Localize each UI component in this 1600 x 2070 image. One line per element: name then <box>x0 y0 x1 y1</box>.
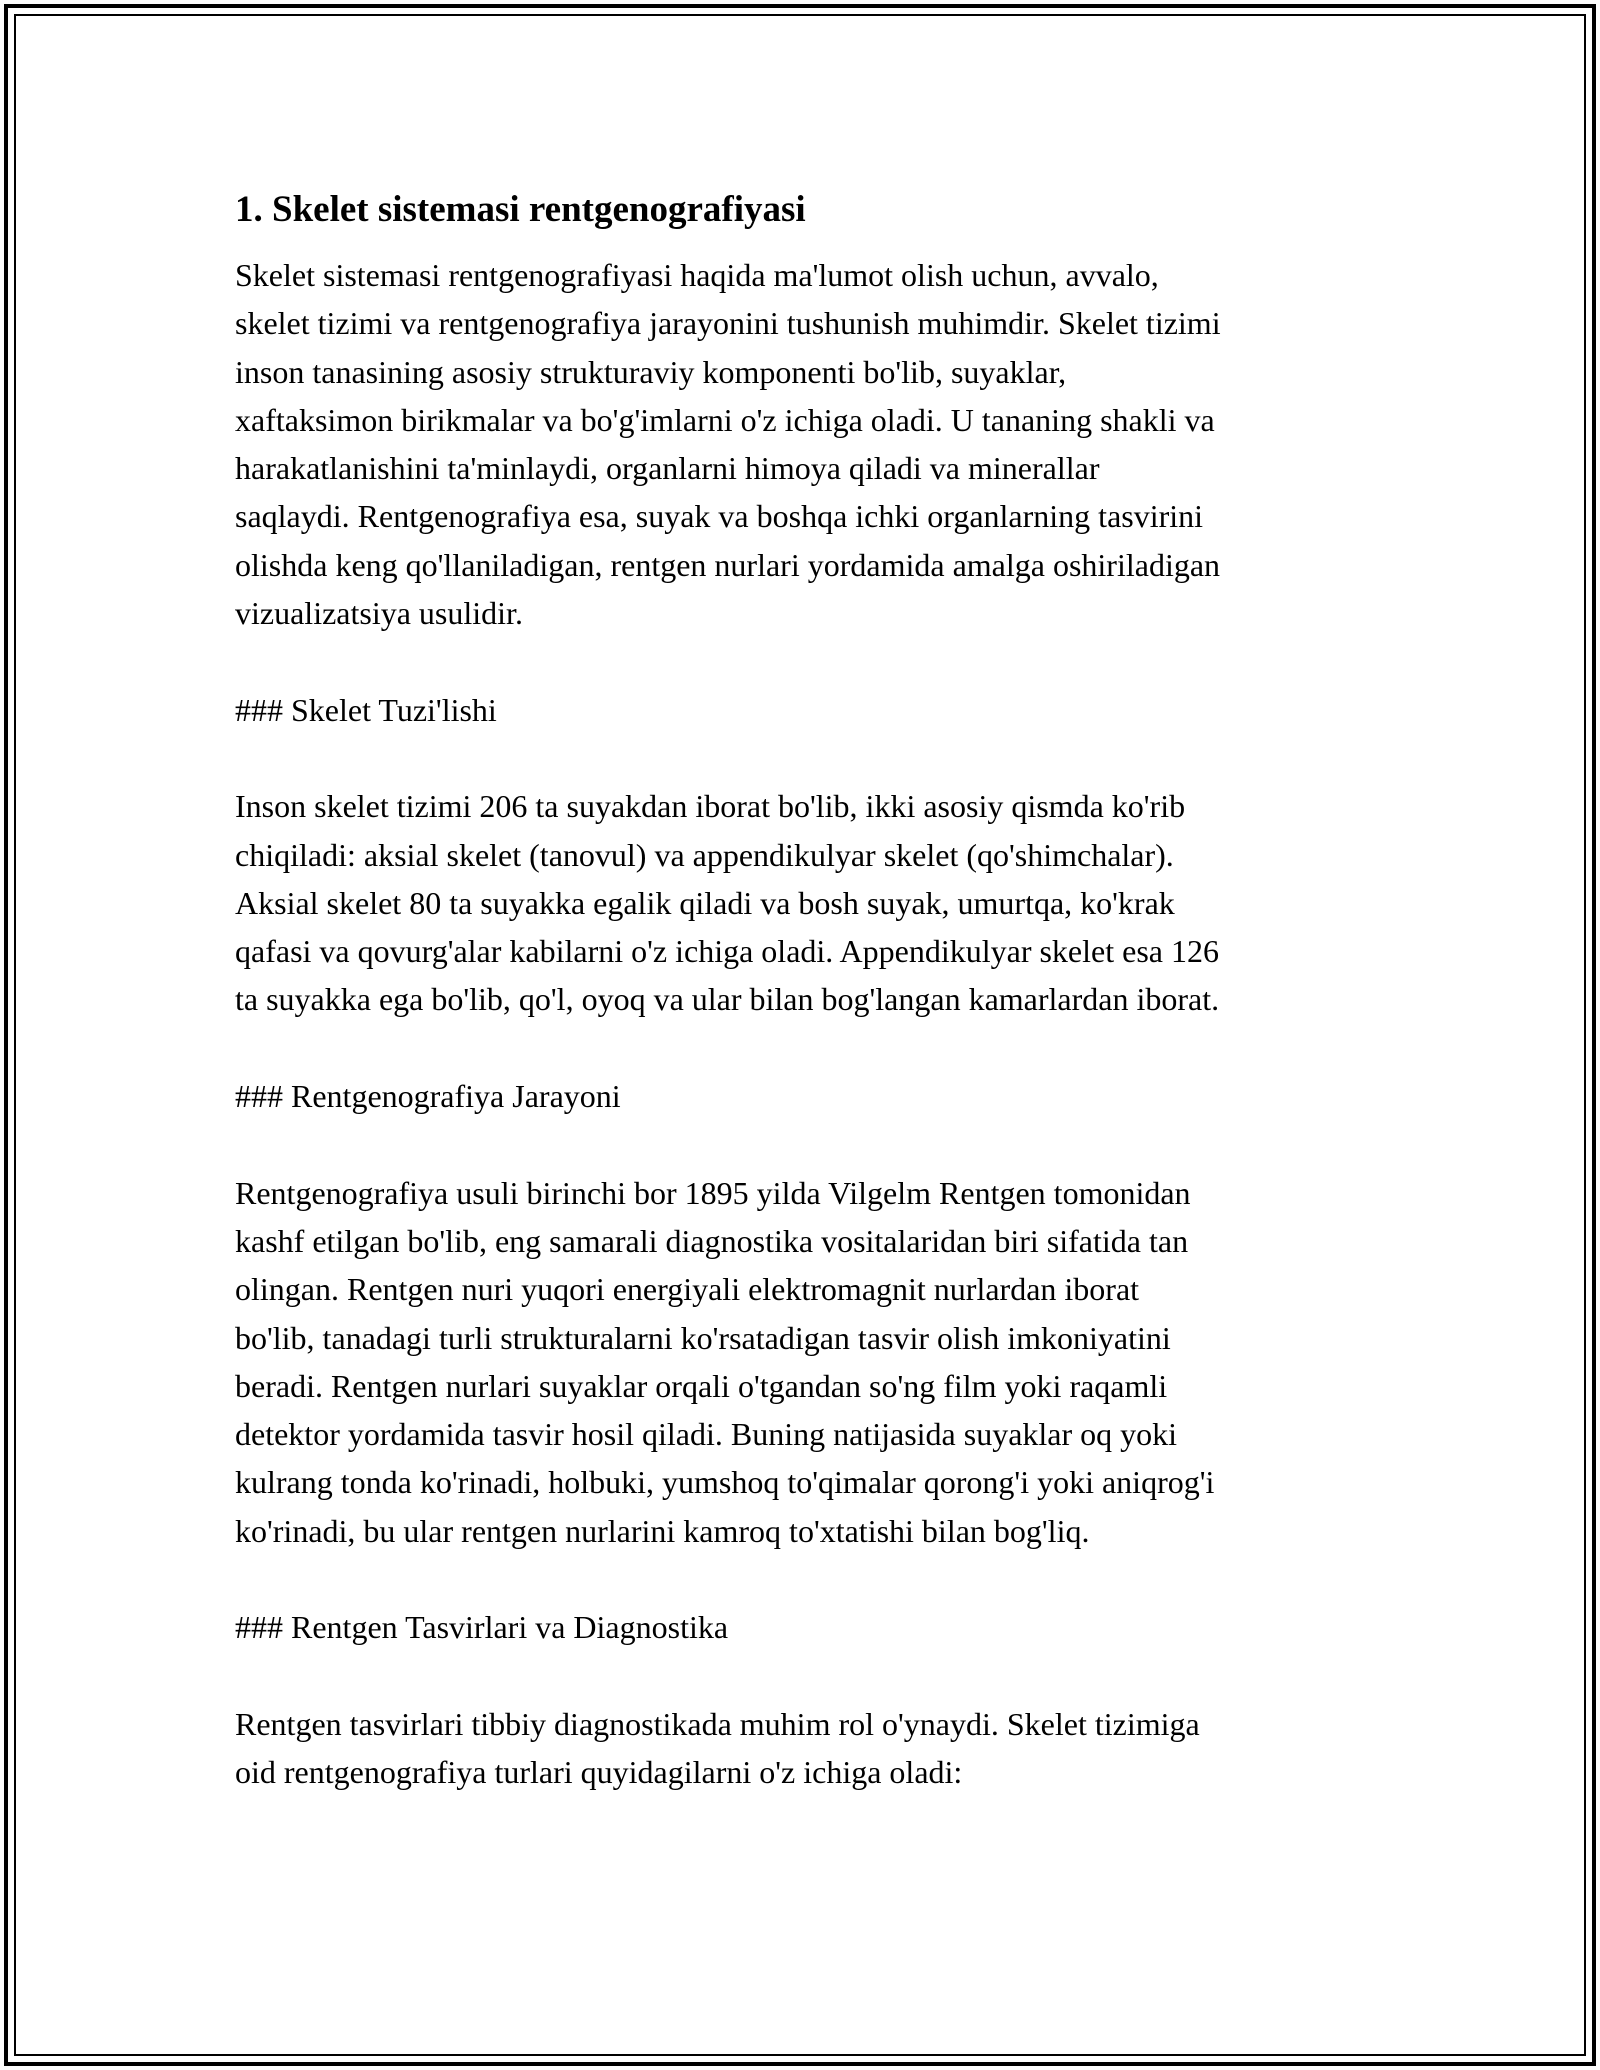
document-body <box>235 186 1375 1797</box>
blank-line <box>235 1024 1375 1072</box>
paragraph-line: inson tanasining asosiy strukturaviy komponenti bo'lib, suyaklar, <box>235 353 1067 390</box>
paragraph-line: olishda keng qo'llaniladigan, rentgen nurlari yordamida amalga oshiriladigan <box>235 546 1221 583</box>
section-heading-rentgen-tasvirlari: ### Rentgen Tasvirlari va Diagnostika <box>235 1609 729 1646</box>
paragraph-line: Inson skelet tizimi 206 ta suyakdan iborat bo'lib, ikki asosiy qismda ko'rib <box>235 788 1186 825</box>
intro-paragraph <box>235 251 1375 637</box>
paragraph-line: Aksial skelet 80 ta suyakka egalik qiladi va bosh suyak, umurtqa, ko'krak <box>235 884 1175 921</box>
blank-line <box>235 637 1375 685</box>
paragraph-line: kashf etilgan bo'lib, eng samarali diagnostika vositalaridan biri sifatida tan <box>235 1222 1189 1259</box>
paragraph-line: saqlaydi. Rentgenografiya esa, suyak va boshqa ichki organlarning tasvirini <box>235 498 1204 535</box>
paragraph-line: oid rentgenografiya turlari quyidagilarni o'z ichiga oladi: <box>235 1754 963 1791</box>
section-paragraph-rentgenografiya-jarayoni <box>235 1169 1375 1555</box>
paragraph-line: beradi. Rentgen nurlari suyaklar orqali o'tgandan so'ng film yoki raqamli <box>235 1367 1168 1404</box>
paragraph-line: kulrang tonda ko'rinadi, holbuki, yumshoq to'qimalar qorong'i yoki aniqrog'i <box>235 1464 1215 1501</box>
blank-line <box>235 1652 1375 1700</box>
blank-line <box>235 1120 1375 1168</box>
section-heading-skelet-tuzilishi: ### Skelet Tuzi'lishi <box>235 691 497 728</box>
section-paragraph-skelet-tuzilishi <box>235 782 1375 1023</box>
paragraph-line: chiqiladi: aksial skelet (tanovul) va appendikulyar skelet (qo'shimchalar). <box>235 836 1174 873</box>
paragraph-line: skelet tizimi va rentgenografiya jarayonini tushunish muhimdir. Skelet tizimi <box>235 305 1221 342</box>
paragraph-line: Rentgenografiya usuli birinchi bor 1895 yilda Vilgelm Rentgen tomonidan <box>235 1174 1191 1211</box>
paragraph-line: harakatlanishini ta'minlaydi, organlarni himoya qiladi va minerallar <box>235 450 1100 487</box>
section-heading-rentgenografiya-jarayoni: ### Rentgenografiya Jarayoni <box>235 1078 621 1115</box>
paragraph-line: Skelet sistemasi rentgenografiyasi haqida ma'lumot olish uchun, avvalo, <box>235 257 1159 293</box>
document-title: 1. Skelet sistemasi rentgenografiyasi <box>235 189 806 230</box>
paragraph-line: Rentgen tasvirlari tibbiy diagnostikada muhim rol o'ynaydi. Skelet tizimiga <box>235 1705 1200 1742</box>
paragraph-line: xaftaksimon birikmalar va bo'g'imlarni o'z ichiga oladi. U tananing shakli va <box>235 401 1215 438</box>
section-paragraph-rentgen-tasvirlari <box>235 1700 1375 1797</box>
paragraph-line: olingan. Rentgen nuri yuqori energiyali elektromagnit nurlardan iborat <box>235 1271 1140 1308</box>
paragraph-line: qafasi va qovurg'alar kabilarni o'z ichiga oladi. Appendikulyar skelet esa 126 <box>235 933 1219 970</box>
paragraph-line: detektor yordamida tasvir hosil qiladi. Buning natijasida suyaklar oq yoki <box>235 1416 1178 1453</box>
paragraph-line: bo'lib, tanadagi turli strukturalarni ko'rsatadigan tasvir olish imkoniyatini <box>235 1319 1171 1356</box>
paragraph-line: vizualizatsiya usulidir. <box>235 595 523 632</box>
blank-line <box>235 1555 1375 1603</box>
paragraph-line: ta suyakka ega bo'lib, qo'l, oyoq va ular bilan bog'langan kamarlardan iborat. <box>235 981 1220 1018</box>
paragraph-line: ko'rinadi, bu ular rentgen nurlarini kamroq to'xtatishi bilan bog'liq. <box>235 1512 1090 1549</box>
blank-line <box>235 734 1375 782</box>
